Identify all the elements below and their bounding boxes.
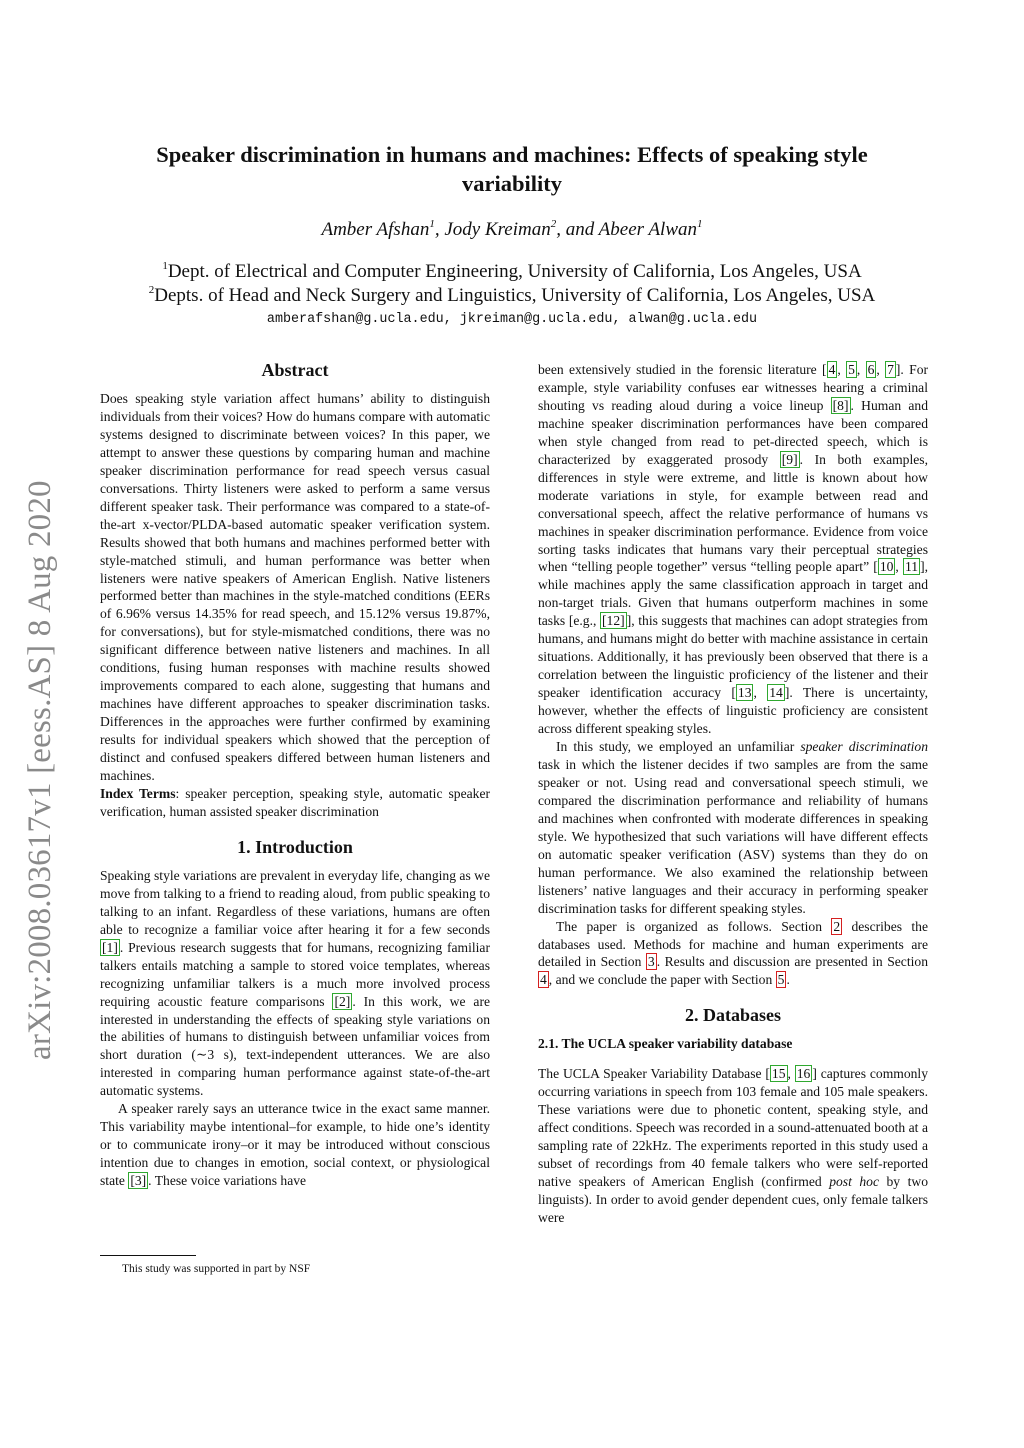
databases-heading: 2. Databases: [684, 1005, 781, 1026]
title-line-2: variability: [462, 171, 562, 196]
author-affil-mark: 1: [697, 218, 703, 230]
citation-link[interactable]: 15: [771, 1066, 786, 1082]
affiliation-2: [100, 284, 924, 308]
affil-text: Depts. of Head and Neck Surgery and Linguistics, University of California, Los Angeles, USA: [154, 285, 876, 306]
affil-mark: 1: [162, 260, 168, 272]
abstract-heading: Abstract: [261, 360, 329, 380]
citation-link[interactable]: [1]: [102, 939, 118, 955]
citation-link[interactable]: 4: [828, 362, 836, 377]
citation-link[interactable]: [3]: [130, 1173, 147, 1189]
citation-link[interactable]: 7: [887, 362, 894, 377]
intro-paragraph-5: The paper is organized as follows. Section 2 describes the databases used. Methods for machine and human experiments are detailed in Section 3 . Results and discussion are presented in Section 4 , and we conclude the paper with Section 5 .: [538, 918, 928, 988]
title-line-1: Speaker discrimination in humans and machines: Effects of speaking style: [156, 142, 868, 167]
intro-paragraph-4: In this study, we employed an unfamiliar speaker discrimination task in which the listener decides if two samples are from the same speaker or not. Using read and conversational speech stimuli, we compared the discrimination performance and reliability of humans and machines when confronted with moderate differences in speaking style. We hypothesized that such variations will have different effects on automatic speaker verification (ASV) systems than they do on human performance. We also examined the relationship between listeners’ native languages and their accuracy in performing speaker discrimination tasks for different speaking styles.: [538, 739, 928, 916]
index-terms-label: Index Terms: [100, 785, 176, 801]
section-link[interactable]: 4: [540, 972, 547, 988]
paper-title: [100, 140, 924, 198]
citation-link[interactable]: 11: [904, 559, 919, 575]
index-terms-text: : speaker perception, speaking style, automatic speaker verification, human assisted speaker discrimination: [100, 785, 490, 819]
citation-link[interactable]: [12]: [602, 613, 625, 629]
author-list: [100, 218, 924, 242]
citation-link[interactable]: 16: [796, 1066, 811, 1082]
author-separator: , and: [556, 219, 599, 240]
footnote: This study was supported in part by NSF: [122, 1263, 311, 1275]
footnote-rule: [100, 1255, 196, 1256]
right-column: [538, 361, 928, 1227]
author-separator: ,: [434, 219, 445, 240]
intro-paragraph-2: A speaker rarely says an utterance twice in the exact same manner. This variability maybe intentional–for example, to hide one’s identity or to communicate irony–or it may be introduced without conscious intention due to changes in emotion, social context, or physiological state [3] . These voice variations have: [100, 1101, 490, 1189]
arxiv-identifier: arXiv:2008.03617v1 [eess.AS] 8 Aug 2020: [22, 480, 58, 1060]
author-emails: amberafshan@g.ucla.edu, jkreiman@g.ucla.edu, alwan@g.ucla.edu: [266, 312, 758, 327]
citation-link[interactable]: [8]: [832, 397, 849, 413]
left-column: [100, 358, 490, 1190]
author-affil-mark: 1: [429, 218, 435, 230]
section-link[interactable]: 5: [777, 972, 785, 988]
citation-link[interactable]: 14: [769, 685, 783, 701]
intro-paragraph-1: Speaking style variations are prevalent in everyday life, changing as we move from talking to a friend to reading aloud, from public speaking to talking to an infant. Regardless of these variations, humans are often able to recognize a familiar voice after hearing it for a few seconds [1] . Previous research suggests that for humans, recognizing familiar talkers entails matching a sample to stored voice templates, whereas recognizing unfamiliar talkers is a much more involved process requiring acoustic feature comparisons [2] . In this work, we are interested in understanding the effects of speaking style variations on the abilities of humans to distinguish between unfamiliar voices from short duration (∼3 s), text-independent utterances. We are also interested in comparing human performance against state-of-the-art automatic systems.: [100, 867, 490, 1099]
author-name: Jody Kreiman: [444, 219, 551, 240]
affil-mark: 2: [148, 284, 155, 296]
introduction-heading: 1. Introduction: [237, 836, 353, 857]
section-link[interactable]: 3: [647, 954, 655, 970]
citation-link[interactable]: 10: [879, 559, 894, 575]
affil-text: Dept. of Electrical and Computer Engineering, University of California, Los Angeles, USA: [167, 261, 862, 282]
index-terms: [100, 785, 490, 821]
intro-paragraph-3: been extensively studied in the forensic literature [ 4 , 5 , 6 , 7 ]. For example, style variability confuses ear witnesses hearing a criminal shouting vs reading aloud during a voice lineup [8] . Human and machine speaker discrimination performances have been compared when style changed from read to pet-directed speech, which is characterized by exaggerated prosody [9] . In both examples, differences in style were extreme, and little is known about how moderate variations in style, for example between read and conversational speech, affect the relative performance of humans vs machines in speaker discrimination performance. Evidence from voice sorting tasks indicates that humans vary their perceptual strategies when “telling people together” versus “telling people apart” [ 10 , 11 ], while machines apply the same classification approach in target and non-target trials. Given that humans outperform machines in some tasks [e.g., [12] ], this suggests that machines can adopt strategies from humans, and humans might do better with machine assistance in certain situations. Additionally, it has previously been observed that there is a correlation between the linguistic proficiency of the listener and their speaker identification accuracy [ 13 , 14 ]. There is uncertainty, however, whether the effects of linguistic proficiency are consistent across different speaking styles.: [538, 362, 929, 737]
subsection-heading: 2.1. The UCLA speaker variability database: [538, 1036, 793, 1052]
citation-link[interactable]: 13: [737, 685, 752, 701]
citation-link[interactable]: [9]: [781, 451, 798, 467]
section-link[interactable]: 2: [833, 918, 841, 934]
databases-paragraph: The UCLA Speaker Variability Database [ 15 , 16 ] captures commonly occurring variations in speech from 103 female and 105 male speakers. These variations were due to phonetic content, speaking style, and affect conditions. Speech was recorded in a sound-attenuated booth at a sampling rate of 22kHz. The experiments reported in this study used a subset of recordings from 40 female talkers who were self-reported native speakers of American English (confirmed post hoc by two linguists). In order to avoid gender dependent cues, only female talkers were: [538, 1066, 929, 1225]
author-name: Abeer Alwan: [598, 219, 698, 240]
author-affil-mark: 2: [550, 218, 557, 230]
affiliation-1: [100, 260, 924, 284]
citation-link[interactable]: [2]: [334, 993, 351, 1009]
author-name: Amber Afshan: [321, 219, 430, 240]
citation-link[interactable]: 6: [867, 362, 875, 377]
abstract-text: Does speaking style variation affect humans’ ability to distinguish individuals from their voices? How do humans compare with automatic systems designed to discriminate between voices? In this paper, we attempt to answer these questions by comparing human and machine speaker discrimination performance for read speech versus casual conversations. Thirty listeners were asked to perform a same versus different speaker task. Their performance was compared to a state-of-the-art x-vector/PLDA-based automatic speaker verification system. Results showed that both humans and machines performed better with style-matched stimuli, and human performance was better when listeners were native speakers of American English. Native listeners performed better than machines in the style-matched conditions (EERs of 6.96% versus 14.35% for read speech, and 15.12% versus 19.87%, for conversations), but for style-mismatched conditions, there was no significant difference between native listeners and machines. In all conditions, fusing human responses with machine results showed improvements compared to each alone, suggesting that humans and machines have different approaches to speaker discrimination tasks. Differences in the approaches were further confirmed by examining results for individual speakers which showed that the perception of distinct and confused speakers differed between human listeners and machines.: [100, 391, 490, 784]
citation-link[interactable]: 5: [848, 362, 855, 377]
